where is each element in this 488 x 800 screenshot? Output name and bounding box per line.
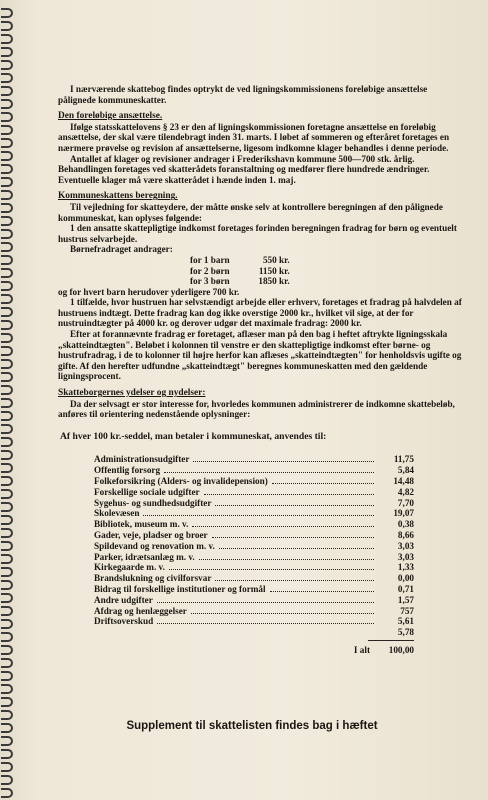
spiral-ring (1, 229, 13, 239)
spiral-ring (1, 86, 13, 96)
table-row (94, 519, 414, 530)
spiral-ring (1, 762, 13, 772)
spiral-ring (1, 47, 13, 57)
spiral-ring (1, 775, 13, 785)
expense-value: 14,48 (393, 476, 414, 486)
spiral-ring (1, 216, 13, 226)
expense-table (94, 454, 414, 655)
dot-leader (199, 559, 374, 560)
expense-name: Kirkegaarde m. v. (94, 562, 165, 573)
allowance-amount: 550 kr. (262, 254, 290, 265)
spiral-ring (1, 138, 13, 148)
expense-name: Bidrag til forskellige institutioner og formål (94, 583, 266, 594)
dot-leader (192, 526, 374, 527)
child-allowance-list (190, 255, 466, 287)
table-row (94, 606, 414, 617)
section2-para5: 1 tilfælde, hvor hustruen har selvstændigt arbejde eller erhverv, foretages et fradrag på halvdelen af hustruens indtægt. Dette fradrag kan dog ikke overstige 2000 kr., hvilket vil sige, at der for nustruindtægter på 4000 kr. og derover udgør det maximale fradrag: 2000 kr. (58, 297, 462, 329)
expense-value: 3,03 (397, 540, 414, 551)
spiral-ring (1, 593, 13, 603)
spiral-ring (1, 125, 13, 135)
section-heading-ydelser: Skatteborgernes ydelser og nydelser: (58, 388, 206, 399)
table-row (94, 498, 414, 509)
expense-value: 11,75 (393, 454, 414, 465)
allowance-row (190, 266, 466, 277)
allowance-label: for 2 børn (190, 265, 230, 276)
table-row (94, 465, 414, 476)
spiral-ring (1, 34, 13, 44)
spiral-ring (1, 541, 13, 551)
dot-leader (219, 548, 374, 549)
expense-name: Administrationsudgifter (94, 454, 190, 465)
table-row (94, 562, 414, 573)
expense-value: 19,07 (393, 508, 414, 519)
section1-para2: Antallet af klager og revisioner andrager i Frederikshavn kommune 500—700 stk. årlig. Behandlingen foretages ved skatterådets foranstaltning og medfører flere hundrede ændringer. Eventuelle klager må være skatterådet i hænde inden 1. maj. (58, 153, 430, 185)
table-row (94, 541, 414, 552)
expense-value: 0,71 (397, 583, 414, 594)
spiral-ring (1, 99, 13, 109)
expense-value: 4,82 (397, 486, 414, 497)
spiral-ring (1, 177, 13, 187)
spiral-ring (1, 723, 13, 733)
allowance-amount: 1850 kr. (258, 276, 290, 287)
section2-para2: 1 den ansatte skattepligtige indkomst foretages forinden beregningen fradrag for børn og eventuelt hustrus selvarbejde. (58, 223, 457, 244)
section1-para1: Ifølge statsskattelovens § 23 er den af ligningskommissionen foretagne ansættelse en foreløbig ansættelse, der skal være tilendebragt inden 31. marts. I løbet af sommeren og efteråret foretages en nærmere prøvelse og revision af ansættelserne, ligesom indkomne klager behandles i denne periode. (58, 121, 450, 153)
spiral-ring (1, 580, 13, 590)
spiral-ring (1, 203, 13, 213)
section2-para3: Børnefradraget andrager: (70, 244, 173, 255)
expense-name: Andre udgifter (94, 594, 153, 605)
expense-name: Gader, veje, pladser og broer (94, 529, 208, 540)
table-row (94, 595, 414, 606)
total-value: 100,00 (388, 644, 414, 655)
expense-name: Skolevæsen (94, 508, 140, 519)
dot-leader (193, 461, 374, 462)
allowance-label: for 1 barn (190, 254, 230, 265)
section2-para4: og for hvert barn herudover yderligere 700 kr. (58, 286, 240, 297)
spiral-ring (1, 463, 13, 473)
spiral-ring (1, 359, 13, 369)
dot-leader (157, 602, 374, 603)
dot-leader (215, 505, 374, 506)
expense-name: Driftsoverskud (94, 616, 154, 627)
spiral-ring (1, 489, 13, 499)
spiral-ring (1, 554, 13, 564)
total-label: I alt (353, 644, 370, 655)
spiral-ring (1, 749, 13, 759)
spiral-ring (1, 632, 13, 642)
allowance-row (190, 255, 466, 266)
expense-value: 3,03 (397, 551, 414, 562)
expense-name: Parker, idrætsanlæg m. v. (94, 551, 195, 562)
spiral-ring (1, 411, 13, 421)
spiral-ring (1, 333, 13, 343)
spiral-ring (1, 294, 13, 304)
spiral-ring (1, 684, 13, 694)
expense-value: 1,33 (397, 562, 414, 573)
table-row (94, 487, 414, 498)
spiral-ring (1, 736, 13, 746)
spiral-ring (1, 710, 13, 720)
dot-leader (191, 613, 374, 614)
spiral-ring (1, 268, 13, 278)
spiral-ring (1, 398, 13, 408)
table-row (94, 584, 414, 595)
section-heading-beregning: Kommuneskattens beregning. (58, 191, 178, 202)
section2-para6: Efter at forannævnte fradrag er foretaget, aflæser man på den bag i heftet aftrykte ligningsskala „skatteindtægten". Beløbet i kolonnen til venstre er den skattepligtige indkomst efter børne- og hustrufradrag, i de to kolonner til højre herfor kan aflæses „skatteindtægten" for henholdsvis ugifte og gifte. Af den herefter udfundne „skatteindtægt" beregnes kommuneskatten med den gældende ligningsprocent. (58, 329, 462, 382)
table-row (94, 454, 414, 465)
spiral-ring (1, 60, 13, 70)
expense-value: 0,00 (397, 573, 414, 584)
table-row (94, 476, 414, 487)
table-row (94, 508, 414, 519)
spiral-ring (1, 671, 13, 681)
expense-name: Forskellige sociale udgifter (94, 486, 200, 497)
spiral-ring (1, 242, 13, 252)
table-row (94, 573, 414, 584)
spiral-ring (1, 73, 13, 83)
section-heading-foreloebige: Den foreløbige ansættelse. (58, 111, 163, 122)
allowance-amount: 1150 kr. (258, 265, 290, 276)
spiral-ring (1, 619, 13, 629)
expense-value: 1,57 (397, 594, 414, 605)
spiral-ring (1, 424, 13, 434)
expense-value: 5,84 (397, 465, 414, 476)
expense-value: 757 (400, 605, 414, 616)
spiral-ring (1, 645, 13, 655)
table-row (94, 552, 414, 563)
expense-value: 7,70 (397, 497, 414, 508)
dot-leader (215, 580, 374, 581)
table-row (94, 627, 414, 638)
spiral-ring (1, 164, 13, 174)
spiral-ring (1, 21, 13, 31)
spiral-ring (1, 437, 13, 447)
dot-leader (272, 483, 374, 484)
spiral-ring (1, 528, 13, 538)
dot-leader (157, 623, 374, 624)
spiral-ring (1, 658, 13, 668)
table-row (94, 530, 414, 541)
spiral-ring (1, 346, 13, 356)
spiral-ring (1, 281, 13, 291)
allowance-label: for 3 børn (190, 276, 230, 287)
spiral-ring (1, 450, 13, 460)
spiral-ring (1, 372, 13, 382)
expense-name: Brandslukning og civilforsvar (94, 573, 212, 584)
dot-leader (143, 515, 374, 516)
total-row (94, 645, 414, 656)
spiral-ring (1, 190, 13, 200)
spiral-ring (1, 307, 13, 317)
expense-name: Spildevand og renovation m. v. (94, 540, 215, 551)
expense-value: 5,78 (397, 627, 414, 638)
section2-para1: Til vejledning for skatteydere, der måtte ønske selv at kontrollere beregningen af den pålignede kommuneskat, kan oplyses følgende: (58, 201, 443, 223)
section3-para1: Da der selvsagt er stor interesse for, hvorledes kommunen administrerer de indkomne skattebeløb, anføres til orientering nedenstående oplysninger: (58, 398, 455, 420)
spiral-ring (1, 515, 13, 525)
supplement-note: Supplement til skattelisten findes bag i hæftet (126, 720, 378, 732)
allowance-row (190, 276, 466, 287)
intro-text: I nærværende skattebog findes optrykt de ved ligningskommissionens foreløbige ansættelse pålignede kommuneskatter. (58, 84, 428, 105)
dot-leader (270, 591, 374, 592)
sum-rule (368, 640, 414, 641)
spiral-ring (1, 8, 13, 18)
dot-leader (164, 472, 374, 473)
spiral-ring (1, 697, 13, 707)
dot-leader (169, 569, 374, 570)
document-body (58, 84, 466, 656)
spiral-ring (1, 320, 13, 330)
expense-value: 8,66 (397, 529, 414, 540)
dot-leader (204, 494, 374, 495)
expense-name: Folkeforsikring (Alders- og invalidepension) (94, 476, 268, 486)
table-title: Af hver 100 kr.-seddel, man betaler i kommuneskat, anvendes til: (60, 430, 327, 442)
spiral-ring (1, 385, 13, 395)
spiral-ring (1, 151, 13, 161)
spiral-ring (1, 606, 13, 616)
expense-name: Bibliotek, museum m. v. (94, 519, 189, 530)
expense-name: Afdrag og henlæggelser (94, 605, 187, 616)
table-row (94, 616, 414, 627)
expense-name: Sygehus- og sundhedsudgifter (94, 497, 212, 508)
expense-name: Offentlig forsorg (94, 465, 161, 476)
spiral-ring (1, 567, 13, 577)
spiral-ring (1, 502, 13, 512)
expense-value: 0,38 (397, 519, 414, 530)
spiral-ring (1, 112, 13, 122)
spiral-ring (1, 788, 13, 798)
spiral-ring (1, 476, 13, 486)
spiral-ring (1, 255, 13, 265)
expense-value: 5,61 (397, 616, 414, 627)
spiral-binding (0, 0, 14, 800)
dot-leader (212, 537, 374, 538)
